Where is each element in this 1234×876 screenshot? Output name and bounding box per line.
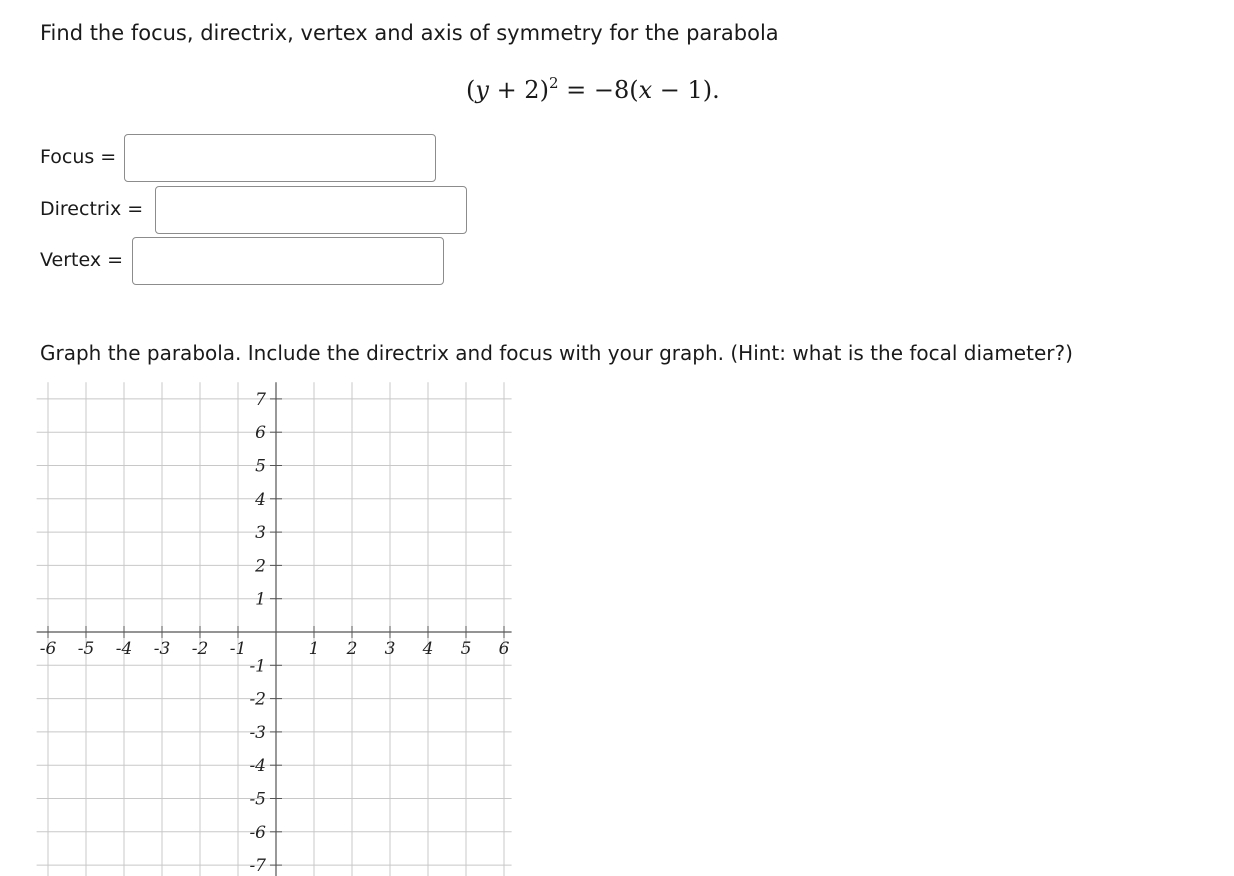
directrix-input[interactable]: [155, 186, 467, 234]
x-tick-label: 1: [308, 639, 320, 659]
y-tick-label: -2: [249, 689, 266, 710]
y-tick-label: -6: [249, 822, 266, 843]
x-tick-label: 3: [384, 639, 396, 659]
x-tick-label: 5: [460, 639, 472, 659]
y-tick-label: 7: [255, 389, 266, 410]
eq-rhs-prefix: = −8(: [558, 76, 639, 104]
x-tick-label: -1: [229, 639, 247, 659]
x-tick-label: 4: [422, 639, 434, 659]
x-tick-label: 6: [498, 639, 510, 659]
x-tick-label: -3: [153, 639, 171, 659]
graph-instruction: Graph the parabola. Include the directrix and focus with your graph. (Hint: what is the focal diameter?): [40, 341, 1073, 365]
y-tick-label: -3: [249, 722, 266, 743]
y-tick-label: -1: [249, 656, 266, 677]
eq-lhs-open: (: [466, 76, 476, 104]
directrix-label: Directrix =: [40, 198, 144, 220]
x-tick-label: -6: [39, 639, 57, 659]
graphing-canvas[interactable]: [0, 380, 520, 876]
parabola-equation: [466, 74, 720, 106]
y-tick-label: -4: [249, 756, 266, 777]
y-tick-label: 5: [255, 456, 266, 477]
eq-exponent: 2: [548, 74, 559, 92]
eq-rhs-var: x: [638, 76, 653, 104]
vertex-input[interactable]: [132, 237, 444, 285]
eq-rhs-rest: − 1).: [652, 76, 720, 104]
focus-input[interactable]: [124, 134, 436, 182]
y-tick-label: -7: [249, 856, 266, 876]
eq-lhs-rest: + 2): [488, 76, 549, 104]
y-tick-label: 2: [255, 556, 266, 577]
eq-lhs-var: y: [475, 76, 489, 104]
y-tick-label: 3: [255, 523, 266, 544]
y-tick-label: 4: [255, 489, 266, 510]
vertex-label: Vertex =: [40, 249, 124, 271]
x-tick-label: -5: [77, 639, 95, 659]
y-tick-label: 6: [255, 423, 266, 444]
y-tick-label: -5: [249, 789, 266, 810]
x-tick-label: 2: [346, 639, 358, 659]
x-tick-label: -2: [191, 639, 209, 659]
x-tick-label: -4: [115, 639, 133, 659]
y-tick-label: 1: [255, 589, 266, 610]
question-prompt: Find the focus, directrix, vertex and axis of symmetry for the parabola: [40, 21, 779, 45]
focus-label: Focus =: [40, 146, 117, 168]
